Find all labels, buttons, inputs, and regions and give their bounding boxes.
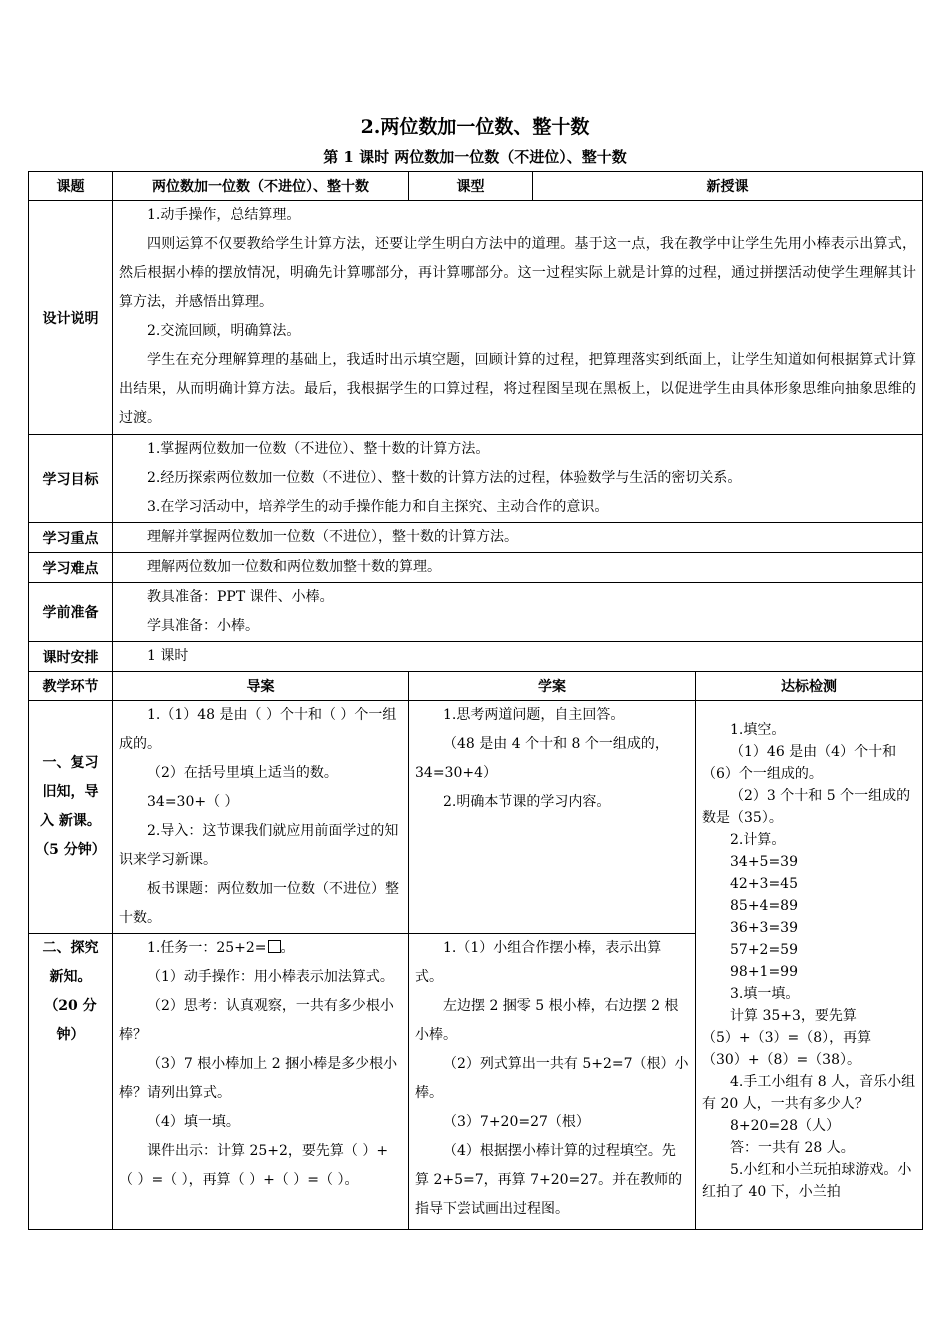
stage2-guide-task1 <box>119 934 402 963</box>
blank-box-icon <box>268 940 281 953</box>
design-content <box>113 201 923 435</box>
stage1-study <box>409 701 696 934</box>
stage2-guide-item: 课件出示：计算 25+2，要先算（ ）+（ ）=（ ），再算（ ）+（ ）=（ ）。 <box>119 1143 389 1188</box>
detect-item: 36+3=39 <box>730 920 798 936</box>
detect-item: 57+2=59 <box>730 942 798 958</box>
stage2-study-item: （4）根据摆小棒计算的过程填空。先算 2+5=7，再算 7+20=27。并在教师的指导下尝试画出过程图。 <box>415 1143 683 1217</box>
detect-item: 5.小红和小兰玩拍球游戏。小红拍了 40 下，小兰拍 <box>702 1162 912 1200</box>
prep-content <box>113 583 923 642</box>
stage1-name-line2: 旧知，导 <box>42 784 99 800</box>
detect-item: （1）46 是由（4）个十和（6）个一组成的。 <box>702 744 897 782</box>
col-study-header: 学案 <box>409 672 696 701</box>
stage2-study-item: （2）列式算出一共有 5+2=7（根）小棒。 <box>415 1056 689 1101</box>
col-guide-header: 导案 <box>113 672 409 701</box>
detect-item: （2）3 个十和 5 个一组成的数是（35）。 <box>702 788 911 826</box>
stage2-study-item: （3）7+20=27（根） <box>443 1114 590 1130</box>
detect-column <box>696 701 923 1230</box>
detect-item: 3.填一填。 <box>730 986 800 1002</box>
topic-label: 课题 <box>29 172 113 201</box>
key-content <box>113 523 923 553</box>
design-p2: 四则运算不仅要教给学生计算方法，还要让学生明白方法中的道理。基于这一点，我在教学中让学生先用小棒表示出算式，然后根据小棒的摆放情况，明确先计算哪部分，再计算哪部分。这一过程实际上就是计算的过程，通过拼摆活动使学生理解其计算方法，并感悟出算理。 <box>119 236 916 310</box>
stage1-guide-item: 1.（1）48 是由（ ）个十和（ ）个一组成的。 <box>119 707 397 752</box>
stage2-name-line2: 新知。 <box>49 969 92 985</box>
stage1-study-item: 1.思考两道问题，自主回答。 <box>443 707 625 723</box>
goal-2: 2.经历探索两位数加一位数（不进位）、整十数的计算方法的过程，体验数学与生活的密切关系。 <box>147 470 742 486</box>
key-label: 学习重点 <box>29 523 113 553</box>
detect-item: 98+1=99 <box>730 964 798 980</box>
design-p1: 1.动手操作，总结算理。 <box>147 207 301 223</box>
stage1-name-line4: （5 分钟） <box>35 842 106 858</box>
stage1-guide-item: （2）在括号里填上适当的数。 <box>147 765 338 781</box>
col-stage-header: 教学环节 <box>29 672 113 701</box>
stage2-study <box>409 934 696 1230</box>
key-text: 理解并掌握两位数加一位数（不进位），整十数的计算方法。 <box>147 529 518 545</box>
stage1-guide <box>113 701 409 934</box>
stage2-guide-item: （4）填一填。 <box>147 1114 240 1130</box>
lesson-type-label: 课型 <box>409 172 533 201</box>
detect-item: 34+5=39 <box>730 854 798 870</box>
schedule-content <box>113 642 923 672</box>
prep-label: 学前准备 <box>29 583 113 642</box>
detect-item: 85+4=89 <box>730 898 798 914</box>
difficulty-text: 理解两位数加一位数和两位数加整十数的算理。 <box>147 559 441 575</box>
design-p4: 学生在充分理解算理的基础上，我适时出示填空题，回顾计算的过程，把算理落实到纸面上，让学生知道如何根据算式计算出结果，从而明确计算方法。最后，我根据学生的口算过程，将过程图呈现在黑板上，以促进学生由具体形象思维向抽象思维的过渡。 <box>119 352 916 426</box>
stage2-name-line3: （20 分 <box>44 998 97 1014</box>
stage2-guide-item: （2）思考：认真观察，一共有多少根小棒？ <box>119 998 394 1043</box>
stage2-guide-item: （3）7 根小棒加上 2 捆小棒是多少根小棒？请列出算式。 <box>119 1056 398 1101</box>
col-detect-header: 达标检测 <box>696 672 923 701</box>
stage1-name-line1: 一、复习 <box>42 755 99 771</box>
design-label: 设计说明 <box>29 201 113 435</box>
detect-item: 2.计算。 <box>730 832 786 848</box>
stage1-name <box>29 701 113 934</box>
task1-text: 1.任务一：25+2= <box>147 940 267 956</box>
stage2-guide <box>113 934 409 1230</box>
lesson-type-value: 新授课 <box>533 172 923 201</box>
detect-item: 42+3=45 <box>730 876 798 892</box>
lesson-subtitle: 第 1 课时 两位数加一位数（不进位）、整十数 <box>323 148 627 166</box>
stage1-guide-item: 34=30+（ ） <box>147 794 239 810</box>
stage1-guide-item: 2.导入：这节课我们就应用前面学过的知识来学习新课。 <box>119 823 399 868</box>
stage2-guide-item: （1）动手操作：用小棒表示加法算式。 <box>147 969 394 985</box>
topic-value: 两位数加一位数（不进位）、整十数 <box>113 172 409 201</box>
goals-content <box>113 435 923 523</box>
schedule-text: 1 课时 <box>147 648 189 664</box>
stage1-name-line3: 入 新课。 <box>40 813 101 829</box>
difficulty-label: 学习难点 <box>29 553 113 583</box>
stage1-study-item: （48 是由 4 个十和 8 个一组成的，34=30+4） <box>415 736 669 781</box>
detect-item: 答：一共有 28 人。 <box>730 1140 855 1156</box>
goal-1: 1.掌握两位数加一位数（不进位）、整十数的计算方法。 <box>147 441 490 457</box>
detect-item: 1.填空。 <box>730 722 786 738</box>
stage1-study-item: 2.明确本节课的学习内容。 <box>443 794 611 810</box>
difficulty-content <box>113 553 923 583</box>
stage2-study-item: 1.（1）小组合作摆小棒，表示出算式。 <box>415 940 662 985</box>
detect-item: 4.手工小组有 8 人，音乐小组有 20 人，一共有多少人？ <box>702 1074 916 1112</box>
schedule-label: 课时安排 <box>29 642 113 672</box>
task1-end: 。 <box>280 940 295 956</box>
stage2-name <box>29 934 113 1230</box>
stage1-guide-item: 板书课题：两位数加一位数（不进位）整十数。 <box>119 881 399 926</box>
stage2-name-line1: 二、探究 <box>42 940 99 956</box>
stage2-study-item: 左边摆 2 捆零 5 根小棒，右边摆 2 根小棒。 <box>415 998 679 1043</box>
prep-teacher: 教具准备：PPT 课件、小棒。 <box>147 589 334 605</box>
lesson-plan-table <box>28 171 923 1230</box>
document-title: 2.两位数加一位数、整十数 <box>360 116 590 138</box>
design-p3: 2.交流回顾，明确算法。 <box>147 323 301 339</box>
goals-label: 学习目标 <box>29 435 113 523</box>
detect-item: 计算 35+3，要先算（5）+（3）=（8），再算（30）+（8）=（38）。 <box>702 1008 872 1068</box>
goal-3: 3.在学习活动中，培养学生的动手操作能力和自主探究、主动合作的意识。 <box>147 499 609 515</box>
detect-item: 8+20=28（人） <box>730 1118 840 1134</box>
prep-student: 学具准备：小棒。 <box>147 618 259 634</box>
stage2-name-line4: 钟） <box>56 1027 85 1043</box>
